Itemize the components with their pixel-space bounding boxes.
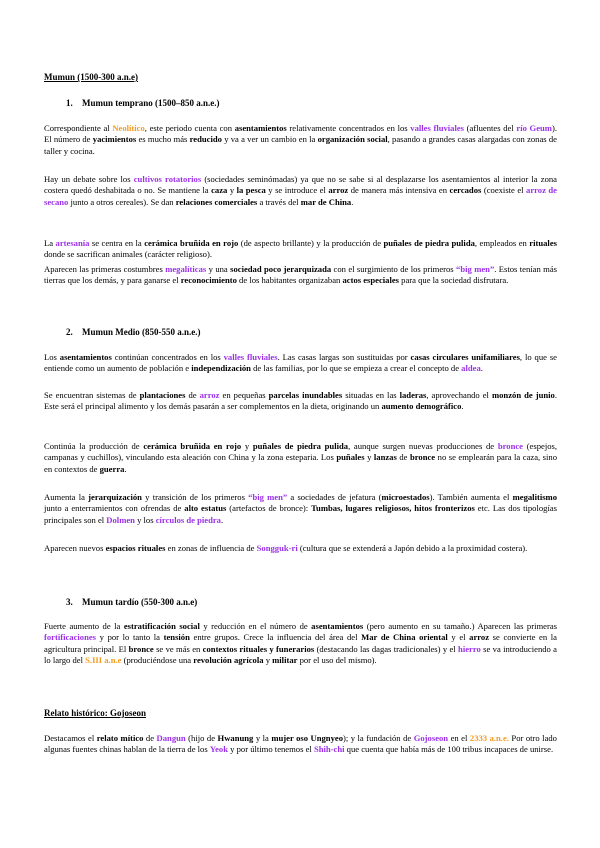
highlighted-term: Tumbas, lugares religiosos, hitos fronterizos [311, 503, 475, 514]
text-run: en zonas de influencia de [165, 543, 257, 553]
highlighted-term: asentamientos [311, 621, 364, 631]
text-run: . Este será el principal alimento y los demás pasarán a ser complementos en la dieta, originando un [44, 390, 557, 412]
text-run: junto a enterramientos con ofrendas de [44, 503, 185, 514]
highlighted-term: artesanía [55, 238, 90, 248]
highlighted-term: Gojoseon [413, 733, 449, 743]
highlighted-term: contextos rituales y funerarios [202, 643, 315, 654]
highlighted-term: asentamientos [234, 123, 287, 133]
text-run: Correspondiente al [44, 123, 113, 133]
text-run: Los [44, 352, 60, 362]
text-run: . Estos tenían más tierras que los demás, y para ganarse el [44, 264, 558, 286]
highlighted-term: relato mítico [96, 733, 144, 743]
text-run: se centra en la [89, 238, 145, 248]
text-run: (espejos, campanas y cuchillos), vinculando esta aleación con China y la zona esteparia. Los [44, 441, 558, 463]
text-run: de manera más intensiva en [348, 185, 450, 196]
text-run: . Las casas largas son sustituidas por [277, 352, 411, 362]
paragraph-espacios-rituales [44, 543, 557, 554]
highlighted-term: bronce [409, 452, 436, 463]
highlighted-term: tensión [163, 632, 190, 643]
text-run: y transición de los primeros [141, 492, 249, 502]
text-run: y se introduce el [265, 185, 329, 196]
text-run: . [124, 463, 127, 474]
text-run: de [185, 390, 200, 400]
highlighted-term: la pesca [236, 185, 266, 196]
text-run: Fuerte aumento de la [44, 621, 124, 631]
highlighted-term: arroz [328, 185, 349, 196]
text-run: y [263, 654, 273, 665]
highlighted-term: yacimientos [92, 134, 137, 145]
text-run: Aumenta la [44, 492, 89, 502]
text-run: se va introduciendo a lo largo del [44, 643, 557, 665]
text-run: continúan concentrados en los [111, 352, 224, 362]
highlighted-term: mar de China [300, 196, 352, 207]
highlighted-term: actos especiales [342, 275, 400, 286]
paragraph-estratificacion [44, 621, 557, 666]
highlighted-term: 2333 a.n.e. [469, 733, 509, 743]
section-heading-1 [66, 98, 220, 109]
highlighted-term: Dolmen [106, 514, 135, 525]
highlighted-term: fortificaciones [44, 632, 97, 643]
highlighted-term: valles fluviales [410, 123, 465, 133]
text-run: (destacando las dagas tradicionales) y el [314, 643, 459, 654]
highlighted-term: sociedad poco jerarquizada [230, 264, 332, 274]
highlighted-term: Neolítico [112, 123, 145, 133]
text-run: y va a ver un cambio en la [221, 134, 318, 145]
text-run: y [364, 452, 374, 463]
highlighted-term: organización social [317, 134, 388, 145]
text-run: ); y la fundación de [343, 733, 414, 743]
text-run: de [143, 733, 157, 743]
text-run: . [461, 401, 464, 412]
highlighted-term: alto estatus [184, 503, 227, 514]
page-title: Mumun (1500-300 a.n.e) [44, 72, 138, 82]
highlighted-term: puñales de piedra pulida [252, 441, 349, 451]
highlighted-term: río Geum [516, 123, 552, 133]
section-title: Mumun temprano (1500–850 a.n.e.) [82, 98, 220, 108]
highlighted-term: cultivos rotatorios [133, 174, 202, 184]
text-run: , aunque surgen nuevas producciones de [348, 441, 498, 451]
text-run: y por último tenemos el [228, 744, 314, 755]
highlighted-term: independización [191, 363, 251, 374]
highlighted-term: parcelas inundables [268, 390, 343, 400]
highlighted-term: microestados [381, 492, 430, 502]
text-run: y la [253, 733, 272, 743]
text-run: (pero aumento en su tamaño.) Aparecen las primeras [363, 621, 557, 631]
paragraph-jerarquizacion [44, 492, 557, 526]
text-run: (coexiste el [481, 185, 527, 196]
text-run: (sociedades seminómadas) ya que no se sabe si al desplazarse los asentamientos al interior la zona costera quedó deshabitada o no. Se mantiene la [44, 174, 557, 196]
text-run: con el surgimiento de los primeros [331, 264, 457, 274]
text-run: Aparecen nuevos [44, 543, 106, 553]
text-run: relativamente concentrados en los [286, 123, 411, 133]
highlighted-term: rituales [529, 238, 557, 248]
highlighted-term: hierro [458, 643, 481, 654]
text-run: Por otro lado algunas fuentes chinas hablan de la tierra de los [44, 733, 557, 755]
paragraph-relato [44, 733, 557, 756]
text-run: y reducción en el número de [199, 621, 312, 631]
text-run: , empleados en [474, 238, 530, 248]
text-run: (afluentes del [464, 123, 517, 133]
highlighted-term: guerra [99, 463, 125, 474]
highlighted-term: lanzas [373, 452, 397, 463]
highlighted-term: aldea [461, 363, 481, 374]
highlighted-term: “big men” [248, 492, 288, 502]
text-run: a través del [257, 196, 301, 207]
text-run: (cultura que se extenderá a Japón debido a la proximidad costera). [297, 543, 528, 553]
paragraph-megaliticas [44, 264, 557, 287]
text-run: etc. Las dos tipologías principales son el [44, 503, 557, 525]
text-run: (de aspecto brillante) y la producción de [238, 238, 384, 248]
text-run: . [351, 196, 354, 207]
paragraph-cultivos [44, 174, 557, 208]
highlighted-term: Mar de China oriental [361, 632, 448, 643]
highlighted-term: reconocimiento [180, 275, 237, 286]
text-run: no se emplearán para la caza, sino en contextos de [44, 452, 558, 474]
text-run: (artefactos de bronce): [226, 503, 312, 514]
text-run: de los habitantes organizaban [236, 275, 343, 286]
highlighted-term: bronce [128, 643, 154, 654]
highlighted-term: bronce [497, 441, 523, 451]
highlighted-term: monzón de junio [491, 390, 555, 400]
highlighted-term: puñales [336, 452, 365, 463]
highlighted-term: asentamientos [59, 352, 112, 362]
text-run: , este periodo cuenta con [144, 123, 235, 133]
text-run: Se encuentran sistemas de [44, 390, 140, 400]
text-run: de las familias, por lo que se empieza a crear el concepto de [250, 363, 462, 374]
text-run: entre grupos. Crece la influencia del área del [189, 632, 362, 643]
highlighted-term: militar [272, 654, 298, 665]
text-run: a sociedades de jefatura ( [287, 492, 382, 502]
highlighted-term: valles fluviales [223, 352, 278, 362]
text-run: que cuenta que había más de 100 tribus incapaces de unirse. [344, 744, 554, 755]
text-run: para que la sociedad disfrutara. [399, 275, 509, 286]
highlighted-term: cerámica bruñida en rojo [143, 441, 242, 451]
highlighted-term: megalitismo [512, 492, 558, 502]
relato-title: Relato histórico: Gojoseon [44, 708, 146, 718]
text-run: , aprovechando el [426, 390, 492, 400]
text-run: y el [447, 632, 470, 643]
section-number: 2. [66, 327, 73, 337]
highlighted-term: cerámica bruñida en rojo [144, 238, 239, 248]
text-run: se ve más en [153, 643, 203, 654]
highlighted-term: arroz [469, 632, 490, 643]
highlighted-term: S.III a.n.e [85, 654, 122, 665]
text-run: ). También aumenta el [429, 492, 513, 502]
text-run: Aparecen las primeras costumbres [44, 264, 166, 274]
text-run: por el uso del mismo). [297, 654, 377, 665]
highlighted-term: arroz de secano [44, 185, 557, 207]
text-run: en el [448, 733, 470, 743]
highlighted-term: reducido [189, 134, 222, 145]
paragraph-ceramica [44, 441, 557, 475]
text-run: es mucho más [136, 134, 190, 145]
text-run: y [227, 185, 237, 196]
section-number: 1. [66, 98, 73, 108]
paragraph-artesania [44, 238, 557, 261]
highlighted-term: “big men” [456, 264, 495, 274]
highlighted-term: relaciones comerciales [175, 196, 258, 207]
text-run: , lo que se entiende como un aumento de población e [44, 352, 557, 374]
text-run: donde se sacrifican animales (carácter religioso). [44, 249, 212, 260]
highlighted-term: aumento demográfico [381, 401, 462, 412]
text-run: (produciéndose una [121, 654, 194, 665]
text-run: La [44, 238, 56, 248]
highlighted-term: espacios rituales [105, 543, 166, 553]
highlighted-term: megalíticas [165, 264, 207, 274]
highlighted-term: plantaciones [139, 390, 186, 400]
highlighted-term: Hwanung [217, 733, 254, 743]
text-run: . [480, 363, 483, 374]
highlighted-term: cercados [449, 185, 482, 196]
text-run: , pasando a grandes casas alargadas con zonas de taller y cocina. [44, 134, 557, 156]
text-run: . [220, 514, 224, 525]
text-run: Destacamos el [44, 733, 97, 743]
section-heading-3 [66, 597, 197, 608]
highlighted-term: Shih-chi [313, 744, 345, 755]
text-run: situadas en las [342, 390, 400, 400]
highlighted-term: Songguk-ri [256, 543, 298, 553]
highlighted-term: Yeok [209, 744, 229, 755]
text-run: y una [206, 264, 231, 274]
section-number: 3. [66, 597, 73, 607]
text-run: Hay un debate sobre los [44, 174, 134, 184]
paragraph-neolitico [44, 123, 557, 157]
paragraph-plantaciones [44, 390, 557, 413]
highlighted-term: caza [211, 185, 228, 196]
highlighted-term: laderas [399, 390, 427, 400]
highlighted-term: casas circulares unifamiliares [410, 352, 520, 362]
text-run: de [396, 452, 410, 463]
text-run: se convierte en la agricultura principal. El [44, 632, 557, 654]
highlighted-term: Dangun [156, 733, 186, 743]
section-title: Mumun Medio (850-550 a.n.e.) [82, 327, 201, 337]
text-run: y [241, 441, 253, 451]
text-run: Continúa la producción de [44, 441, 144, 451]
highlighted-term: puñales de piedra pulida [383, 238, 475, 248]
text-run: y por lo tanto la [96, 632, 164, 643]
highlighted-term: círculos de piedra [155, 514, 221, 525]
highlighted-term: estratificación social [123, 621, 200, 631]
highlighted-term: arroz [199, 390, 220, 400]
text-run: en pequeñas [219, 390, 269, 400]
highlighted-term: jerarquización [88, 492, 142, 502]
text-run: (hijo de [185, 733, 218, 743]
section-heading-2 [66, 327, 201, 338]
text-run: junto a otros cereales). Se dan [68, 196, 176, 207]
section-title: Mumun tardío (550-300 a.n.e) [82, 597, 198, 607]
highlighted-term: revolución agrícola [193, 654, 264, 665]
text-run: ). El número de [44, 123, 557, 145]
text-run: y los [134, 514, 156, 525]
highlighted-term: mujer oso Ungnyeo [271, 733, 343, 743]
paragraph-asentamientos [44, 352, 557, 375]
